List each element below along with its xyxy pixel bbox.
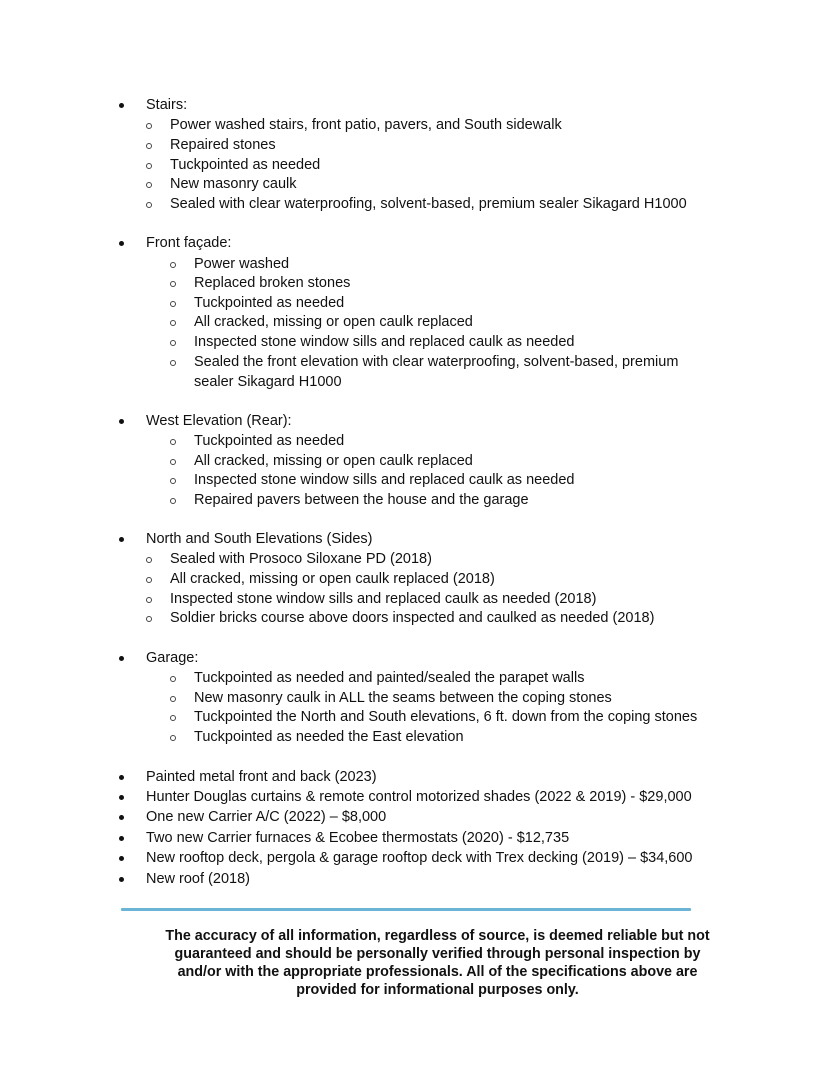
divider-line <box>121 908 691 911</box>
document-page: Stairs: Power washed stairs, front patio, pavers, and South sidewalk Repaired stones Tuckpointed as needed New masonry caulk Sealed with clear waterproofing, solvent-based, premium sealer Sikagard H1000 Front façade: Power washed Replaced broken stones Tuckpointed as needed All cracked, missing or open caulk replaced Inspected stone window sills and replaced caulk as needed Sealed the front elevation with clear waterproofing, solvent-based, premium sealer Sikagard H1000 West Elevation (Rear): Tuckpointed as needed All cracked, missing or open caulk replaced Inspected stone window sills and replaced caulk as needed Repaired pavers between the house and the garage North and South Elevations (Sides) Sealed with Prosoco Siloxane PD (2018) All cracked, missing or open caulk replaced (2018) Inspected stone window sills and replaced caulk as needed (2018) Soldier bricks course above doors inspected and caulked as needed (2018) Garage: Tuckpointed as needed and painted/sealed the parapet walls New masonry caulk in ALL the seams between the coping stones Tuckpointed the North and South elevations, 6 ft. down from the coping stones Tuckpointed as needed the East elevation Painted metal front and back (2023) Hunter Douglas curtains & remote control motorized shades (2022 & 2019) - $29,000 One new Carrier A/C (2022) – $8,000 Two new Carrier furnaces & Ecobee thermostats (2020) - $12,735 New rooftop deck, pergola & garage rooftop deck with Trex decking (2019) – $34,600 New roof (2018) The accuracy of all information, regardless of source, is deemed reliable but not guaranteed and should be personally verified through personal inspection by and/or with the appropriate professionals. All of the specifications above are provided for informational purposes only. <box>0 0 825 1067</box>
list-item-continuation: sealer Sikagard H1000 <box>194 374 342 390</box>
section-title: North and South Elevations (Sides) <box>146 531 373 547</box>
section-title: West Elevation (Rear): <box>146 413 292 429</box>
section-title: Garage: <box>146 650 199 666</box>
section-title: Front façade: <box>146 235 232 251</box>
section-title: Stairs: <box>146 97 188 113</box>
disclaimer: The accuracy of all information, regardless of source, is deemed reliable but not guaranteed and should be personally verified through personal inspection by and/or with the appropriate professionals. All of the specifications above are provided for informational purposes only. <box>165 928 710 998</box>
